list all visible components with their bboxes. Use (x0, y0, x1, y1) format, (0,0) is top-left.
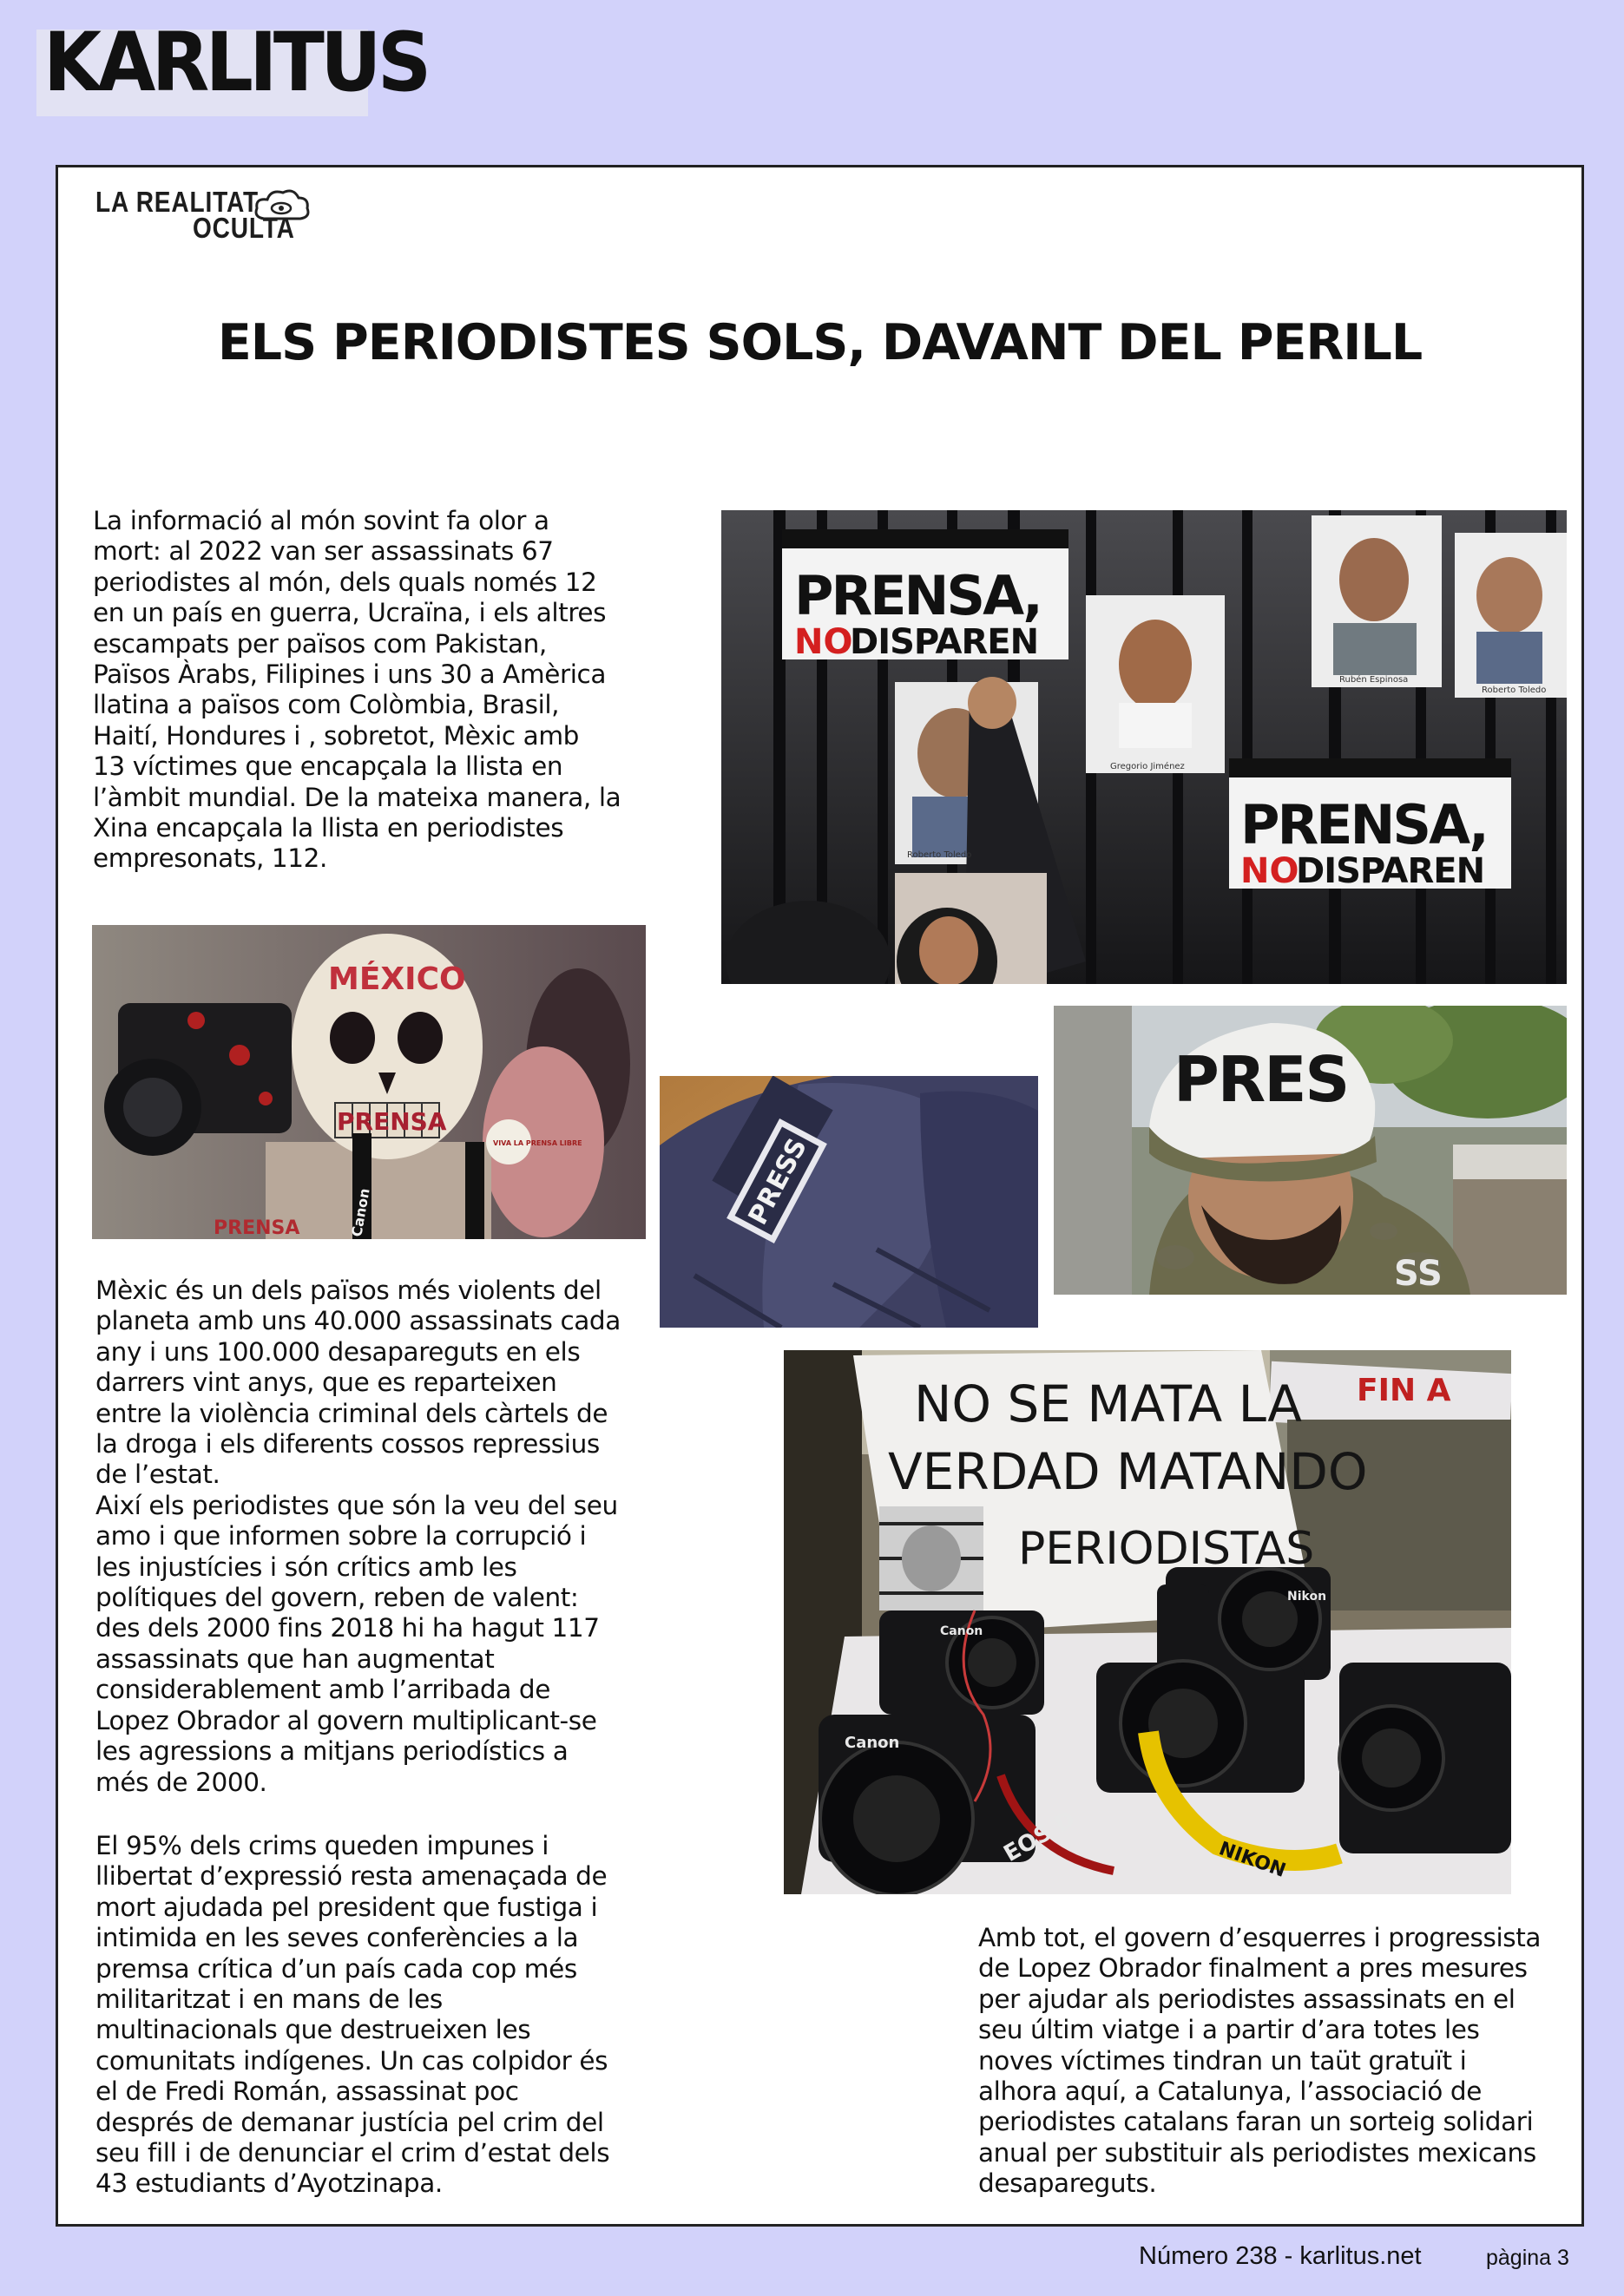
skull-camera-brand: Canon (348, 1186, 373, 1238)
camera-brand-canon: Canon (845, 1734, 900, 1752)
cameras-banner: FIN A (1357, 1373, 1451, 1408)
camera-brand-nikon: Nikon (1287, 1590, 1327, 1604)
article-paragraph-4: Amb tot, el govern d’esquerres i progressista de Lopez Obrador finalment a pres mesures per ajudar als periodistes assassinats en el seu últim viatge i a partir d’ara totes les noves víctimes tindran un taüt gratuït i alhora aquí, a Catalunya, l’associació de periodistes catalans faran un sorteig solidari anual per substituir als periodistes mexicans desapareguts. (978, 1923, 1542, 2199)
article-paragraph-3: El 95% dels crims queden impunes i llibertat d’expressió resta amenaçada de mort ajudada pel president que fustiga i intimida en les seves conferències a la premsa crítica d’un país cada cop més militaritzat i en mans de les multinacionals que destrueixen les comunitats indígenes. Un cas colpidor és el de Fredi Román, assassinat poc després de demanar justícia pel crim del seu fill i de denunciar el crim d’estat dels 43 estudiants d’Ayotzinapa. (95, 1831, 610, 2199)
section-logo-line1: LA REALITAT (95, 186, 260, 218)
photo-press-helmet (1054, 1006, 1567, 1295)
photo-skull-camera (92, 925, 646, 1239)
skull-badge: VIVA LA PRENSA LIBRE (493, 1139, 582, 1147)
camera-strap-text: NIKON (1215, 1838, 1289, 1882)
skull-word-mexico: MÉXICO (328, 961, 466, 997)
footer-issue: Número 238 - karlitus.net (1139, 2242, 1422, 2270)
portrait-caption-3: Roberto Toledo (1482, 686, 1547, 695)
photo-press-vest (660, 1076, 1038, 1328)
article-paragraph-2: Mèxic és un dels països més violents del planeta amb uns 40.000 assassinats cada any i uns 100.000 desapareguts en els darrers vint anys, que es reparteixen entre la violència criminal dels càrtels de la droga i els diferents cossos repressius de l’estat. Així els periodistes que són la veu del seu amo i que informen sobre la corrupció i les injustícies i són crítics amb les polítiques del govern, reben de valent: des dels 2000 fins 2018 hi ha hagut 117 assassinats que han augmentat considerablement amb l’arribada de Lopez Obrador al govern multiplicant-se les agressions a mitjans periodístics a més de 2000. (95, 1276, 621, 1797)
portrait-caption-1: Gregorio Jiménez (1110, 762, 1185, 771)
protest-sign-1-prensa: PRENSA, (794, 564, 1041, 627)
skull-shirt-prensa: PRENSA (214, 1217, 300, 1239)
cloud-eye-icon (252, 186, 312, 229)
protest-sign-2-no: NO (1240, 851, 1299, 891)
masthead-title: KARLITUS (43, 16, 428, 110)
article-paragraph-1: La informació al món sovint fa olor a mort: al 2022 van ser assassinats 67 periodistes al món, dels quals només 12 en un país en guerra, Ucraïna, i els altres escampats per països com Pakistan, Països Àrabs, Filipines i uns 30 a Amèrica llatina a països com Colòmbia, Brasil, Haití, Hondures i , sobretot, Mèxic amb 13 víctimes que encapçala la llista en l’àmbit mundial. De la mateixa manera, la Xina encapçala la llista en periodistes empresonats, 112. (93, 506, 621, 874)
portrait-caption-4: Roberto Toledo (907, 850, 972, 860)
portrait-caption-2: Rubén Espinosa (1339, 675, 1409, 685)
section-logo (95, 186, 321, 243)
vest-patch-text: PRESS (742, 1133, 813, 1230)
protest-sign-2-disparen: DISPAREN (1296, 851, 1485, 891)
footer-page-number: pàgina 3 (1486, 2246, 1569, 2270)
camera-model: EOS D (999, 1806, 1080, 1868)
protest-sign-2-prensa: PRENSA, (1240, 793, 1487, 856)
article-headline: ELS PERIODISTES SOLS, DAVANT DEL PERILL (217, 314, 1423, 371)
skull-word-prensa: PRENSA (337, 1107, 447, 1136)
camera-brand-canon-2: Canon (940, 1624, 983, 1638)
photo-cameras (784, 1350, 1511, 1894)
cameras-sign-line1: NO SE MATA LA (914, 1374, 1302, 1433)
helmet-vest-text: SS (1394, 1254, 1443, 1294)
cameras-sign-line3: PERIODISTAS (1018, 1523, 1315, 1575)
photo-protest (721, 510, 1567, 984)
helmet-label: PRES (1174, 1043, 1349, 1116)
protest-sign-1-no: NO (794, 622, 853, 662)
section-logo-line2: OCULTA (193, 212, 295, 244)
cameras-sign-line2: VERDAD MATANDO (888, 1442, 1368, 1501)
protest-sign-1-disparen: DISPAREN (850, 622, 1039, 662)
